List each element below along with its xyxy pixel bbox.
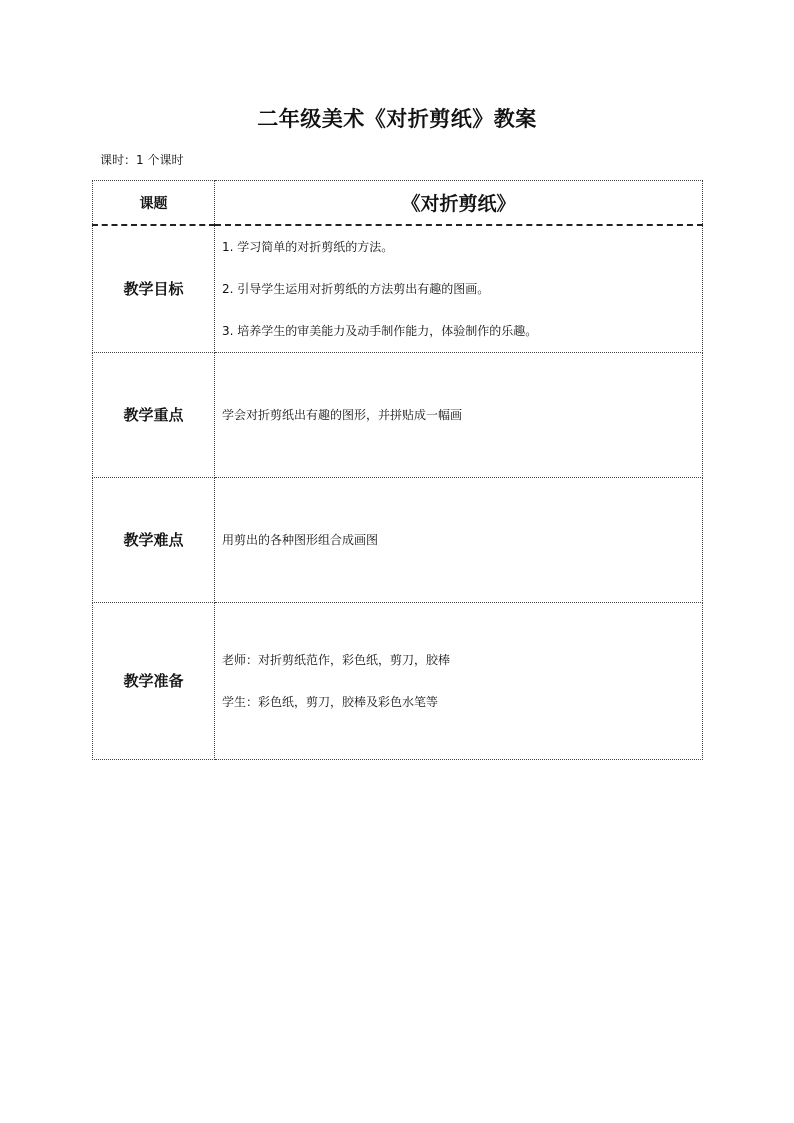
preparation-item: 老师：对折剪纸范作，彩色纸，剪刀，胶棒 <box>222 652 451 667</box>
difficulties-content <box>215 477 703 602</box>
goal-item: 3. 培养学生的审美能力及动手制作能力，体验制作的乐趣。 <box>222 323 538 338</box>
goals-label: 教学目标 <box>93 225 215 352</box>
difficulties-text: 用剪出的各种图形组合成画图 <box>222 532 379 547</box>
goal-item: 1. 学习简单的对折剪纸的方法。 <box>222 239 394 254</box>
lesson-plan-table <box>92 180 703 760</box>
table-row-topic <box>93 181 703 226</box>
table-row-preparation <box>93 602 703 759</box>
preparation-item: 学生：彩色纸，剪刀，胶棒及彩色水笔等 <box>222 694 439 709</box>
preparation-label: 教学准备 <box>93 602 215 759</box>
goals-content <box>215 225 703 352</box>
key-points-content <box>215 352 703 477</box>
table-row-difficulties <box>93 477 703 602</box>
table-row-key-points <box>93 352 703 477</box>
difficulties-label: 教学难点 <box>93 477 215 602</box>
goal-item: 2. 引导学生运用对折剪纸的方法剪出有趣的图画。 <box>222 281 490 296</box>
table-row-goals <box>93 225 703 352</box>
topic-title: 《对折剪纸》 <box>215 181 703 226</box>
lesson-duration: 课时：1 个课时 <box>100 153 184 167</box>
key-points-text: 学会对折剪纸出有趣的图形，并拼贴成一幅画 <box>222 407 463 422</box>
topic-label: 课题 <box>93 181 215 226</box>
preparation-content <box>215 602 703 759</box>
page-title: 二年级美术《对折剪纸》教案 <box>257 107 537 131</box>
key-points-label: 教学重点 <box>93 352 215 477</box>
